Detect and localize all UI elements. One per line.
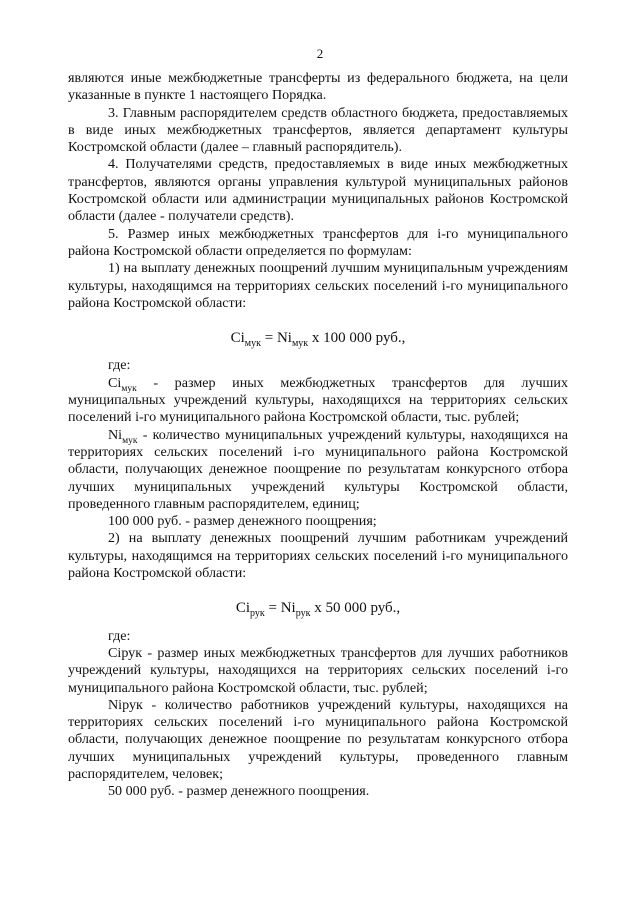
formula-1-rhs-sub: мук <box>291 338 309 350</box>
where-label-1: где: <box>108 357 131 374</box>
def-2-1-text: - размер иных межбюджетных трансфертов для лучших работников учреждений культуры, находящихся на территориях сельских поселений i-го муниципального района Костромской области, тыс. рублей; <box>68 644 568 696</box>
definition-2-3: 50 000 руб. - размер денежного поощрения. <box>108 783 370 800</box>
definition-1-1 <box>68 375 568 427</box>
formula-2-rhs-sub: рук <box>295 608 311 620</box>
formula-1-lhs: Ci <box>230 330 245 347</box>
def-2-1-symbol: Ciрук <box>108 644 143 661</box>
formula-2-tail: x 50 000 руб., <box>310 600 401 617</box>
definition-1-2 <box>68 427 568 513</box>
def-2-2-text: - количество работников учреждений культуры, находящихся на территориях сельских поселений i-го муниципального района Костромской области, получающих денежное поощрение по результатам конкурсного отбора лучших муниципальных учреждений культуры, проведенного главным распорядителем, человек; <box>68 696 568 782</box>
formula-1-lhs-sub: мук <box>244 338 261 350</box>
item-1: 1) на выплату денежных поощрений лучшим муниципальным учреждениям культуры, находящимся на территориях сельских поселений i-го муниципального района Костромской области: <box>68 260 568 311</box>
formula-1-tail: x 100 000 руб., <box>308 330 406 347</box>
def-1-1-symbol: Ci <box>108 374 122 391</box>
definition-1-3: 100 000 руб. - размер денежного поощрения; <box>108 513 377 530</box>
formula-2-rhs: Ni <box>280 600 296 617</box>
definition-2-2 <box>68 697 568 783</box>
item-2: 2) на выплату денежных поощрений лучшим работникам учреждений культуры, находящимся на территориях сельских поселений i-го муниципального района Костромской области: <box>68 530 568 582</box>
formula-1-rhs: Ni <box>276 330 292 347</box>
def-1-2-symbol: Ni <box>108 426 123 443</box>
formula-2-lhs-sub: рук <box>250 608 265 620</box>
def-1-1-text: - размер иных межбюджетных трансфертов для лучших муниципальных учреждений культуры, находящихся на территориях сельских поселений i-го муниципального района Костромской области, тыс. рублей; <box>68 374 568 426</box>
formula-2-lhs: Ci <box>235 600 250 617</box>
def-1-2-text: - количество муниципальных учреждений культуры, находящихся на территориях сельских поселений i-го муниципального района Костромской области, получающих денежное поощрение по результатам конкурсного отбора лучших муниципальных учреждений культуры Костромской области, проведенного главным распорядителем, единиц; <box>68 426 568 512</box>
paragraph-3: 3. Главным распорядителем средств областного бюджета, предоставляемых в виде иных межбюджетных трансфертов, является департамент культуры Костромской области (далее – главный распорядитель). <box>68 104 568 156</box>
paragraph-4: 4. Получателями средств, предоставляемых в виде иных межбюджетных трансфертов, являются органы управления культурой муниципальных районов Костромской области или администрации муниципальных районов Костромской области (далее - получатели средств). <box>68 156 568 225</box>
formula-1-eq: = <box>260 330 277 347</box>
formula-2 <box>68 600 568 620</box>
paragraph-continuation: являются иные межбюджетные трансферты из федерального бюджета, на цели указанные в пункте 1 настоящего Порядка. <box>68 70 568 104</box>
formula-2-eq: = <box>264 600 281 617</box>
paragraph-5: 5. Размер иных межбюджетных трансфертов для i-го муниципального района Костромской области определяется по формулам: <box>68 225 568 259</box>
page-number: 2 <box>316 46 324 61</box>
document-body <box>68 70 568 801</box>
where-label-2: где: <box>108 627 131 644</box>
def-2-2-symbol: Niрук <box>108 696 143 713</box>
def-1-1-sub: мук <box>121 383 137 394</box>
formula-1 <box>68 330 568 350</box>
def-1-2-sub: мук <box>122 435 138 446</box>
definition-2-1 <box>68 645 568 697</box>
